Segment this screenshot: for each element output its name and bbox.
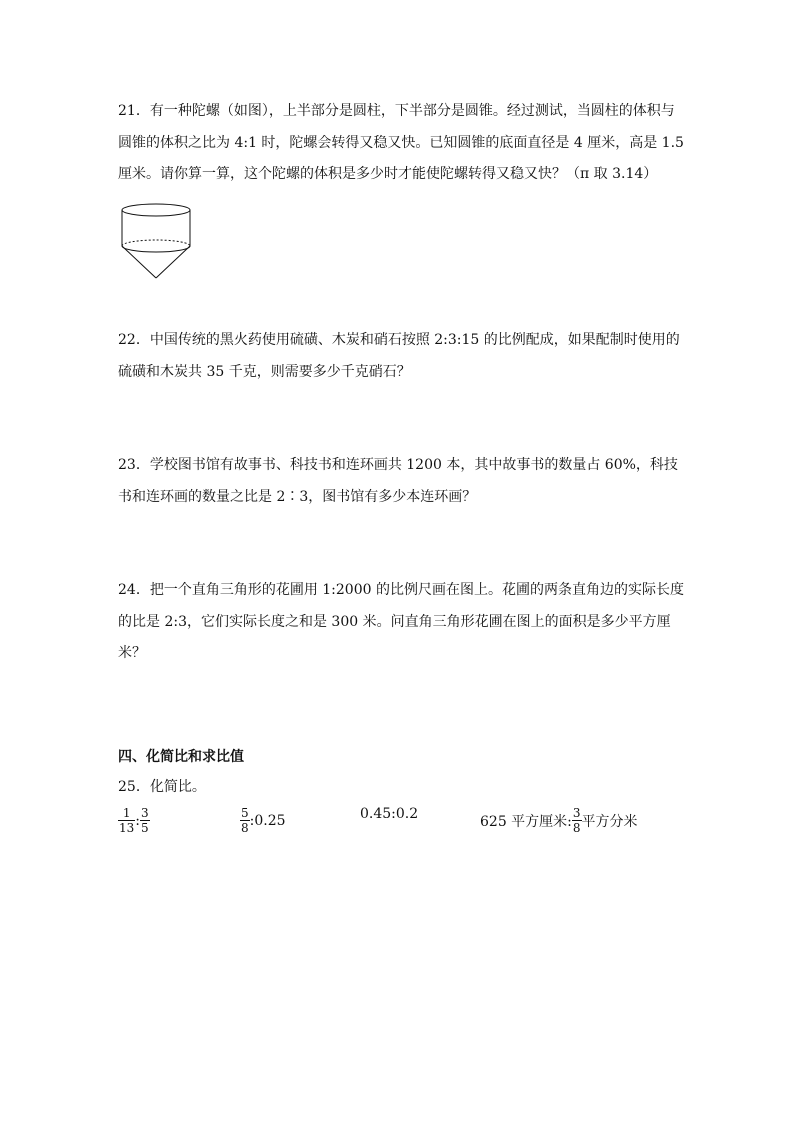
fraction-denominator: 13 (119, 821, 135, 835)
question-23 (118, 450, 678, 513)
question-23-line-1: 23．学校图书馆有故事书、科技书和连环画共 1200 本，其中故事书的数量占 60%，科技 (118, 457, 678, 473)
ratio-expression-3 (360, 806, 418, 822)
fraction-numerator: 3 (572, 806, 581, 820)
question-24-line-2: 的比是 2:3，它们实际长度之和是 300 米。问直角三角形花圃在图上的面积是多少平方厘 (118, 613, 671, 630)
fraction-1-13 (118, 806, 135, 835)
question-22-line-1: 22．中国传统的黑火药使用硫磺、木炭和硝石按照 2:3:15 的比例配成，如果配制时使用的 (118, 332, 680, 348)
question-24 (118, 575, 684, 670)
fraction-numerator: 5 (241, 806, 249, 820)
question-25-title: 25．化简比。 (118, 779, 206, 795)
fraction-3-8 (572, 806, 582, 835)
question-22 (118, 325, 678, 388)
ratio-expression-1 (118, 806, 150, 835)
ratio-expression-4 (480, 806, 638, 835)
question-24-line-1: 24．把一个直角三角形的花圃用 1:2000 的比例尺画在图上。花圃的两条直角边的实际长度 (118, 582, 684, 598)
ratio-prefix: 625 平方厘米: (480, 813, 572, 830)
ratio-text: 0.45:0.2 (360, 806, 419, 822)
question-21 (118, 96, 684, 191)
section-4-heading: 四、化简比和求比值 (118, 749, 244, 765)
ratio-expression-2 (240, 806, 286, 835)
question-21-line-2: 圆锥的体积之比为 4:1 时，陀螺会转得又稳又快。已知圆锥的底面直径是 4 厘米，高是 1.5 (118, 134, 684, 151)
ratio-remainder: :0.25 (249, 812, 286, 829)
fraction-denominator: 8 (572, 821, 581, 835)
cylinder-top-ellipse (122, 204, 190, 216)
question-22-line-2: 硫磺和木炭共 35 千克，则需要多少千克硝石？ (118, 363, 411, 380)
spinning-top-figure (118, 200, 198, 282)
fraction-3-5 (140, 806, 150, 835)
fraction-numerator: 1 (118, 806, 135, 821)
cylinder-bottom-front-arc (122, 246, 190, 252)
question-21-line-3: 厘米。请你算一算，这个陀螺的体积是多少时才能使陀螺转得又稳又快？（π 取 3.14） (118, 166, 658, 182)
question-21-line-1: 21．有一种陀螺（如图），上半部分是圆柱，下半部分是圆锥。经过测试，当圆柱的体积与 (118, 103, 675, 119)
question-24-line-3: 米？ (118, 645, 146, 661)
fraction-numerator: 3 (141, 806, 149, 820)
fraction-denominator: 5 (141, 821, 149, 835)
ratio-suffix: 平方分米 (581, 813, 638, 830)
fraction-5-8 (240, 806, 250, 835)
question-23-line-2: 书和连环画的数量之比是 2∶3，图书馆有多少本连环画？ (118, 488, 477, 505)
cylinder-bottom-hidden-arc (122, 240, 190, 246)
ratio-separator: : (135, 812, 140, 829)
fraction-denominator: 8 (241, 821, 249, 835)
